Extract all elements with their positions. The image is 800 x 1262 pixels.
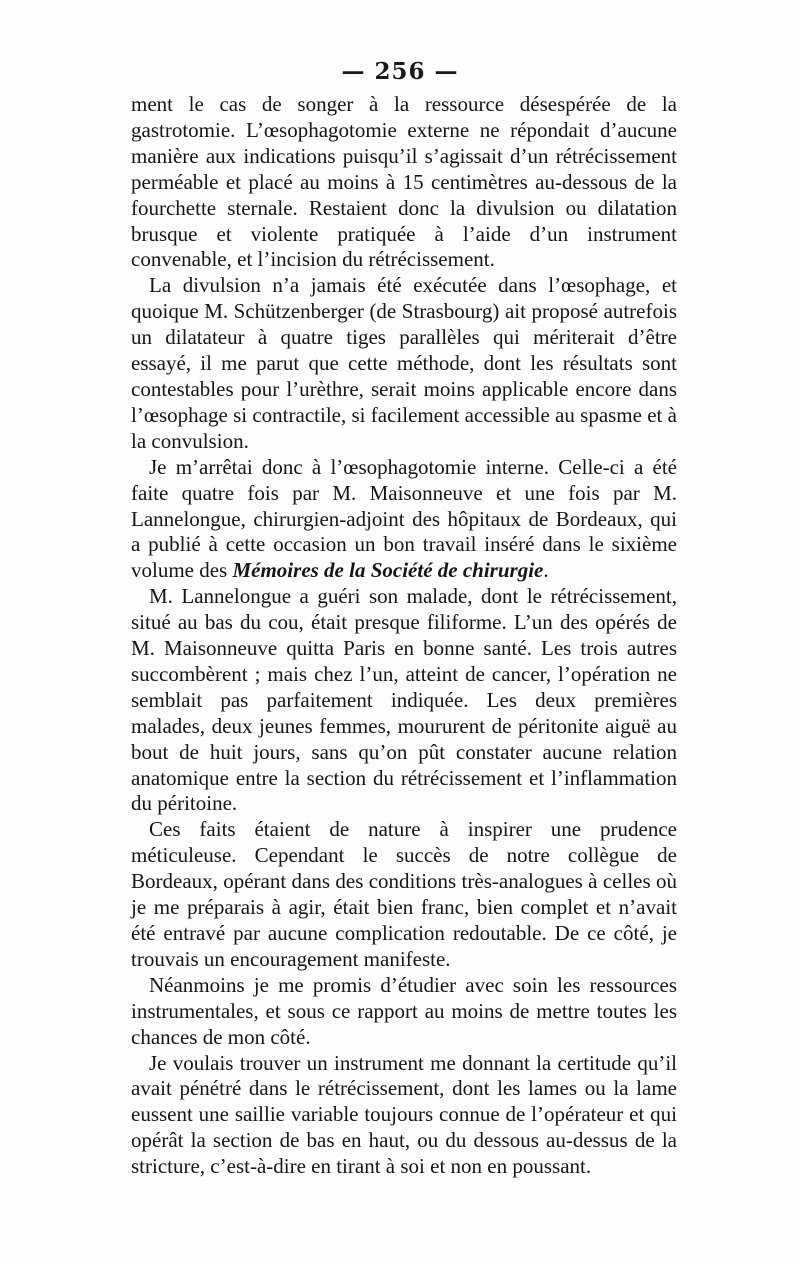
paragraph-4: M. Lannelongue a guéri son malade, dont le rétrécissement, situé au bas du cou, était presque filiforme. L’un des opérés de M. Maisonneuve quitta Paris en bonne santé. Les trois autres succombèrent ; mais chez l’un, atteint de cancer, l’opération ne semblait pas parfaitement indiquée. Les deux premières malades, deux jeunes femmes, moururent de péritonite aiguë au bout de huit jours, sans qu’on pût constater aucune relation anatomique entre la section du rétrécissement et l’inflammation du péritoine. xyxy=(131,584,677,816)
paragraph-6: Néanmoins je me promis d’étudier avec soin les ressources instrumentales, et sous ce rapport au moins de mettre toutes les chances de mon côté. xyxy=(131,972,677,1049)
paragraph-3 xyxy=(131,455,677,585)
paragraph-1: ment le cas de songer à la ressource désespérée de la gastrotomie. L’œsophagotomie externe ne répondait d’aucune manière aux indications puisqu’il s’agissait d’un rétrécissement perméable et placé au moins à 15 centimètres au-dessous de la fourchette sternale. Restaient donc la divulsion ou dilatation brusque et violente pratiquée à l’aide d’un instrument convenable, et l’incision du rétrécissement. xyxy=(131,92,677,272)
journal-title: Mémoires de la Société de chirurgie xyxy=(232,558,544,583)
paragraph-2: La divulsion n’a jamais été exécutée dans l’œsophage, et quoique M. Schützenberger (de Strasbourg) ait proposé autrefois un dilatateur à quatre tiges parallèles qui mériterait d’être essayé, il me parut que cette méthode, dont les résultats sont contestables pour l’urèthre, serait moins applicable encore dans l’œsophage si contractile, si facilement accessible au spasme et à la convulsion. xyxy=(131,273,677,453)
page-number: — 256 — xyxy=(341,58,459,85)
body-text xyxy=(131,92,677,1180)
paragraph-7: Je voulais trouver un instrument me donnant la certitude qu’il avait pénétré dans le rétrécissement, dont les lames ou la lame eussent une saillie variable toujours connue de l’opérateur et qui opérât la section de bas en haut, ou du dessous au-dessus de la stricture, c’est-à-dire en tirant à soi et non en poussant. xyxy=(131,1050,677,1179)
paragraph-3-text: Je m’arrêtai donc à l’œsophagotomie interne. Celle-ci a été faite quatre fois par M. Maisonneuve et une fois par M. Lannelongue, chirurgien-adjoint des hôpitaux de Bordeaux, qui a publié à cette occasion un bon travail inséré dans le sixième volume des xyxy=(131,454,677,583)
paragraph-5: Ces faits étaient de nature à inspirer une prudence méticuleuse. Cependant le succès de notre collègue de Bordeaux, opérant dans des conditions très-analogues à celles où je me préparais à agir, était bien franc, bien complet et n’avait été entravé par aucune complication redoutable. De ce côté, je trouvais un encouragement manifeste. xyxy=(131,817,677,971)
paragraph-3-end: . xyxy=(543,558,549,583)
